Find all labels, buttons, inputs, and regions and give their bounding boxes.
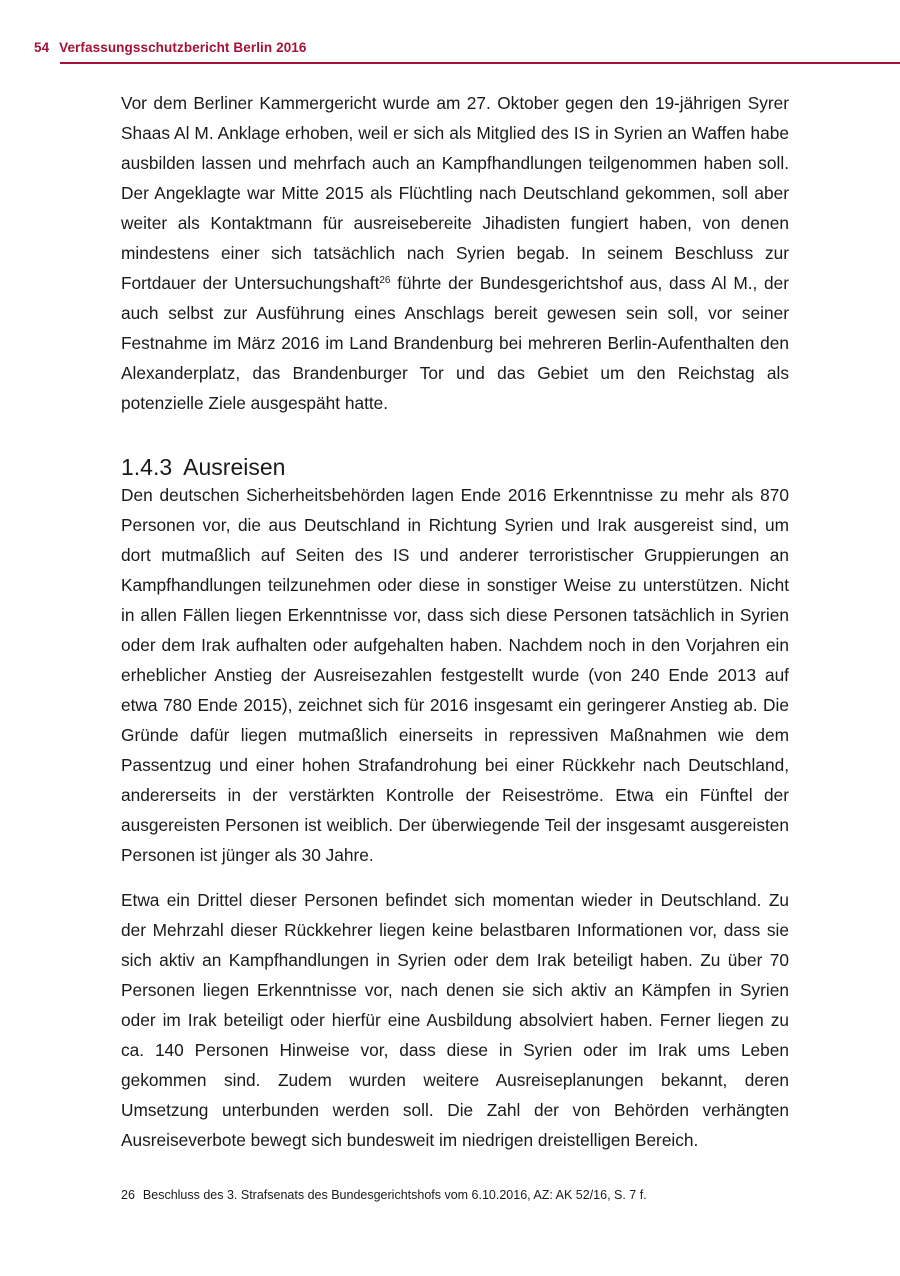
footnote-number: 26	[121, 1188, 135, 1202]
main-content	[121, 88, 789, 1155]
footnote-reference[interactable]: 26	[379, 275, 391, 286]
section-heading	[121, 452, 789, 482]
footnote-text: Beschluss des 3. Strafsenats des Bundesgerichtshofs vom 6.10.2016, AZ: AK 52/16, S. 7 f.	[142, 1188, 647, 1202]
running-header	[34, 40, 307, 55]
footnote	[121, 1186, 789, 1204]
body-paragraph	[121, 88, 789, 418]
paragraph-text: Vor dem Berliner Kammergericht wurde am 27. Oktober gegen den 19-jährigen Syrer Shaas Al M. Anklage erhoben, weil er sich als Mitglied des IS in Syrien an Waffen habe ausbilden lassen und mehrfach auch an Kampfhandlungen teilgenommen haben soll. Der Angeklagte war Mitte 2015 als Flüchtling nach Deutschland gekommen, soll aber weiter als Kontaktmann für ausreisebereite Jihadisten fungiert haben, von denen mindestens einer sich tatsächlich nach Syrien begab. In seinem Beschluss zur Fortdauer der Untersuchungshaft	[121, 93, 789, 293]
section-number: 1.4.3	[121, 454, 173, 480]
body-paragraph: Etwa ein Drittel dieser Personen befindet sich momentan wieder in Deutschland. Zu der Mehrzahl dieser Rückkehrer liegen keine belastbaren Informationen vor, dass sie sich aktiv an Kampfhandlungen in Syrien oder dem Irak beteiligt haben. Zu über 70 Personen liegen Erkenntnisse vor, nach denen sie sich aktiv an Kämpfen in Syrien oder im Irak beteiligt oder hierfür eine Ausbildung absolviert haben. Ferner liegen zu ca. 140 Personen Hinweise vor, dass diese in Syrien oder im Irak ums Leben gekommen sind. Zudem wurden weitere Ausreiseplanungen bekannt, deren Umsetzung unterbunden werden soll. Die Zahl der von Behörden verhängten Ausreiseverbote bewegt sich bundesweit im niedrigen dreistelligen Bereich.	[121, 890, 789, 1150]
section-title: Ausreisen	[183, 454, 286, 480]
document-title: Verfassungsschutzbericht Berlin 2016	[59, 40, 307, 55]
header-rule	[60, 62, 900, 64]
page-number: 54	[34, 40, 50, 55]
body-paragraph: Den deutschen Sicherheitsbehörden lagen Ende 2016 Erkenntnisse zu mehr als 870 Personen vor, die aus Deutschland in Richtung Syrien und Irak ausgereist sind, um dort mutmaßlich auf Seiten des IS und anderer terroristischer Gruppierungen an Kampfhandlungen teilzunehmen oder diese in sonstiger Weise zu unterstützen. Nicht in allen Fällen liegen Erkenntnisse vor, dass sich diese Personen tatsächlich in Syrien oder dem Irak aufhalten oder aufgehalten haben. Nachdem noch in den Vorjahren ein erheblicher Anstieg der Ausreisezahlen festgestellt wurde (von 240 Ende 2013 auf etwa 780 Ende 2015), zeichnet sich für 2016 insgesamt ein geringerer Anstieg ab. Die Gründe dafür liegen mutmaßlich einerseits in repressiven Maßnahmen wie dem Passentzug und einer hohen Strafandrohung bei einer Rückkehr nach Deutschland, andererseits in der verstärkten Kontrolle der Reiseströme. Etwa ein Fünftel der ausgereisten Personen ist weiblich. Der überwiegende Teil der insgesamt ausgereisten Personen ist jünger als 30 Jahre.	[121, 485, 789, 865]
paragraph-text: führte der Bundesgerichtshof aus, dass Al M., der auch selbst zur Ausführung eines Anschlags bereit gewesen sein soll, vor seiner Festnahme im März 2016 im Land Brandenburg bei mehreren Berlin-Aufenthalten den Alexanderplatz, das Brandenburger Tor und das Gebiet um den Reichstag als potenzielle Ziele ausgespäht hatte.	[121, 273, 790, 413]
